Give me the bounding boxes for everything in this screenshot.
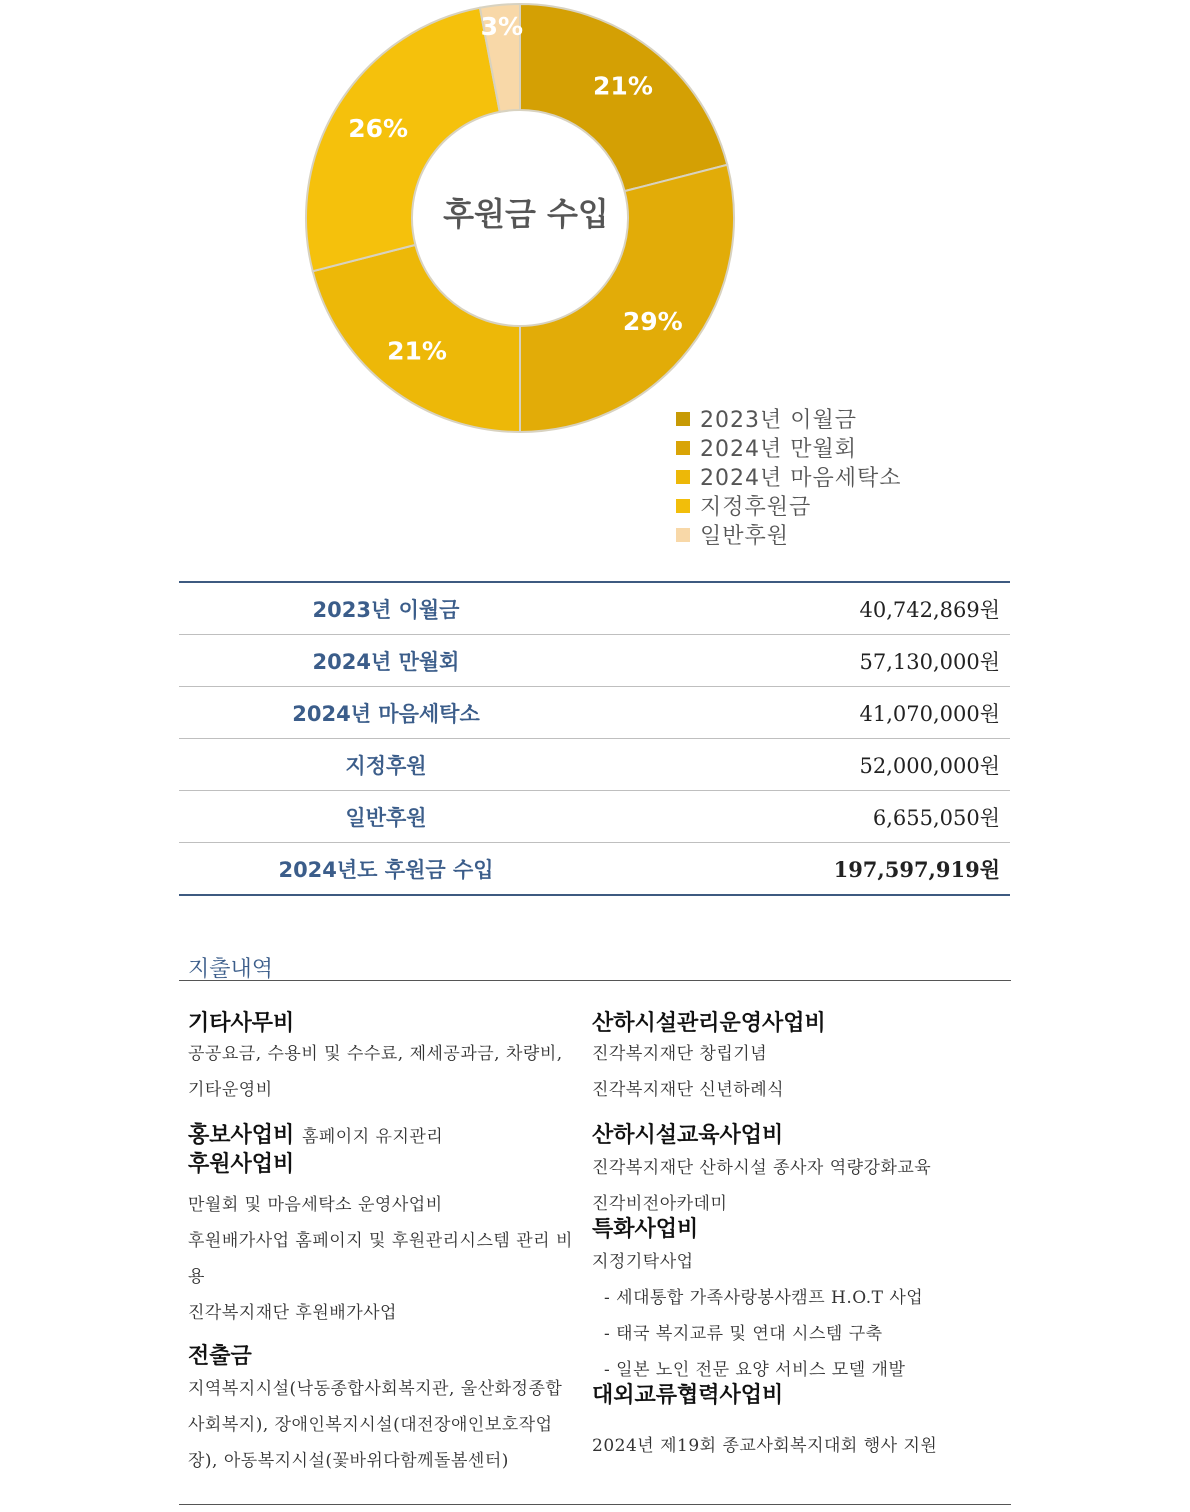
legend-label: 2024년 만월회 — [700, 437, 857, 462]
row-label: 2023년 이월금 — [179, 582, 593, 635]
legend-item — [676, 433, 902, 462]
row-label: 지정후원 — [179, 739, 593, 791]
external-heading: 대외교류협력사업비 — [592, 1383, 784, 1408]
slice-data-label: 21% — [387, 336, 447, 366]
legend-label: 지정후원금 — [700, 495, 812, 520]
expenses-left-column — [188, 1010, 573, 1479]
pr-inline: 홈페이지 유지관리 — [301, 1127, 444, 1147]
legend-swatch — [676, 470, 690, 484]
donut-chart-area — [0, 0, 1190, 560]
expenses-title: 지출내역 — [188, 957, 274, 982]
legend-swatch — [676, 441, 690, 455]
slice-data-label: 29% — [622, 306, 683, 336]
row-label: 2024년 만월회 — [179, 635, 593, 687]
expenses-right-column — [592, 1010, 977, 1464]
total-row — [179, 843, 1010, 896]
legend-item — [676, 491, 902, 520]
office-text: 공공요금, 수용비 및 수수료, 제세공과금, 차량비, 기타운영비 — [188, 1044, 563, 1100]
row-amount: 52,000,000원 — [593, 739, 1010, 791]
table-row — [179, 582, 1010, 635]
row-amount: 57,130,000원 — [593, 635, 1010, 687]
facility-edu-line: 진각복지재단 산하시설 종사자 역량강화교육 — [592, 1158, 932, 1178]
total-amount: 197,597,919원 — [593, 843, 1010, 896]
legend-label: 일반후원 — [700, 524, 790, 549]
legend-item — [676, 404, 902, 433]
table-row — [179, 635, 1010, 687]
special-line: - 일본 노인 전문 요양 서비스 모델 개발 — [604, 1360, 906, 1380]
special-heading: 특화사업비 — [592, 1217, 699, 1242]
table-row — [179, 739, 1010, 791]
legend-label: 2024년 마음세탁소 — [700, 466, 902, 491]
special-line: - 세대통합 가족사랑봉사캠프 H.O.T 사업 — [604, 1288, 924, 1308]
slice-data-label: 3% — [480, 11, 524, 41]
slice-data-label: 26% — [348, 113, 409, 143]
transfer-text: 지역복지시설(낙동종합사회복지관, 울산화정종합사회복지), 장애인복지시설(대전장애인보호작업장), 아동복지시설(꽃바위다함께돌봄센터) — [188, 1379, 563, 1471]
transfer-heading: 전출금 — [188, 1344, 252, 1369]
external-line: 2024년 제19회 종교사회복지대회 행사 지원 — [592, 1436, 938, 1456]
total-label: 2024년도 후원금 수입 — [179, 843, 593, 896]
slice-data-label: 21% — [593, 71, 653, 101]
table-row — [179, 687, 1010, 739]
legend-item — [676, 462, 902, 491]
facility-mgmt-heading: 산하시설관리운영사업비 — [592, 1011, 826, 1036]
facility-mgmt-line: 진각복지재단 신년하례식 — [592, 1080, 785, 1100]
row-amount: 40,742,869원 — [593, 582, 1010, 635]
bottom-divider — [179, 1504, 1011, 1505]
sponsor-line: 진각복지재단 후원배가사업 — [188, 1303, 397, 1323]
section-divider — [179, 980, 1011, 981]
facility-mgmt-line: 진각복지재단 창립기념 — [592, 1044, 768, 1064]
donut-chart — [0, 0, 1190, 560]
special-line: 지정기탁사업 — [592, 1252, 694, 1272]
income-table — [179, 581, 1010, 896]
special-line: - 태국 복지교류 및 연대 시스템 구축 — [604, 1324, 883, 1344]
legend-label: 2023년 이월금 — [700, 408, 857, 433]
table-row — [179, 791, 1010, 843]
row-amount: 6,655,050원 — [593, 791, 1010, 843]
sponsor-line: 만월회 및 마음세탁소 운영사업비 — [188, 1195, 443, 1215]
facility-edu-line: 진각비전아카데미 — [592, 1194, 728, 1214]
pr-heading: 홍보사업비 — [188, 1123, 295, 1148]
chart-legend — [676, 404, 902, 549]
legend-item — [676, 520, 902, 549]
pr-heading-line — [188, 1122, 573, 1151]
facility-edu-heading: 산하시설교육사업비 — [592, 1123, 784, 1148]
legend-swatch — [676, 528, 690, 542]
sponsor-line: 후원배가사업 홈페이지 및 후원관리시스템 관리 비용 — [188, 1231, 573, 1287]
legend-swatch — [676, 499, 690, 513]
office-heading: 기타사무비 — [188, 1011, 295, 1036]
row-amount: 41,070,000원 — [593, 687, 1010, 739]
chart-title: 후원금 수입 — [443, 195, 609, 233]
row-label: 2024년 마음세탁소 — [179, 687, 593, 739]
sponsor-heading: 후원사업비 — [188, 1152, 295, 1177]
legend-swatch — [676, 412, 690, 426]
row-label: 일반후원 — [179, 791, 593, 843]
